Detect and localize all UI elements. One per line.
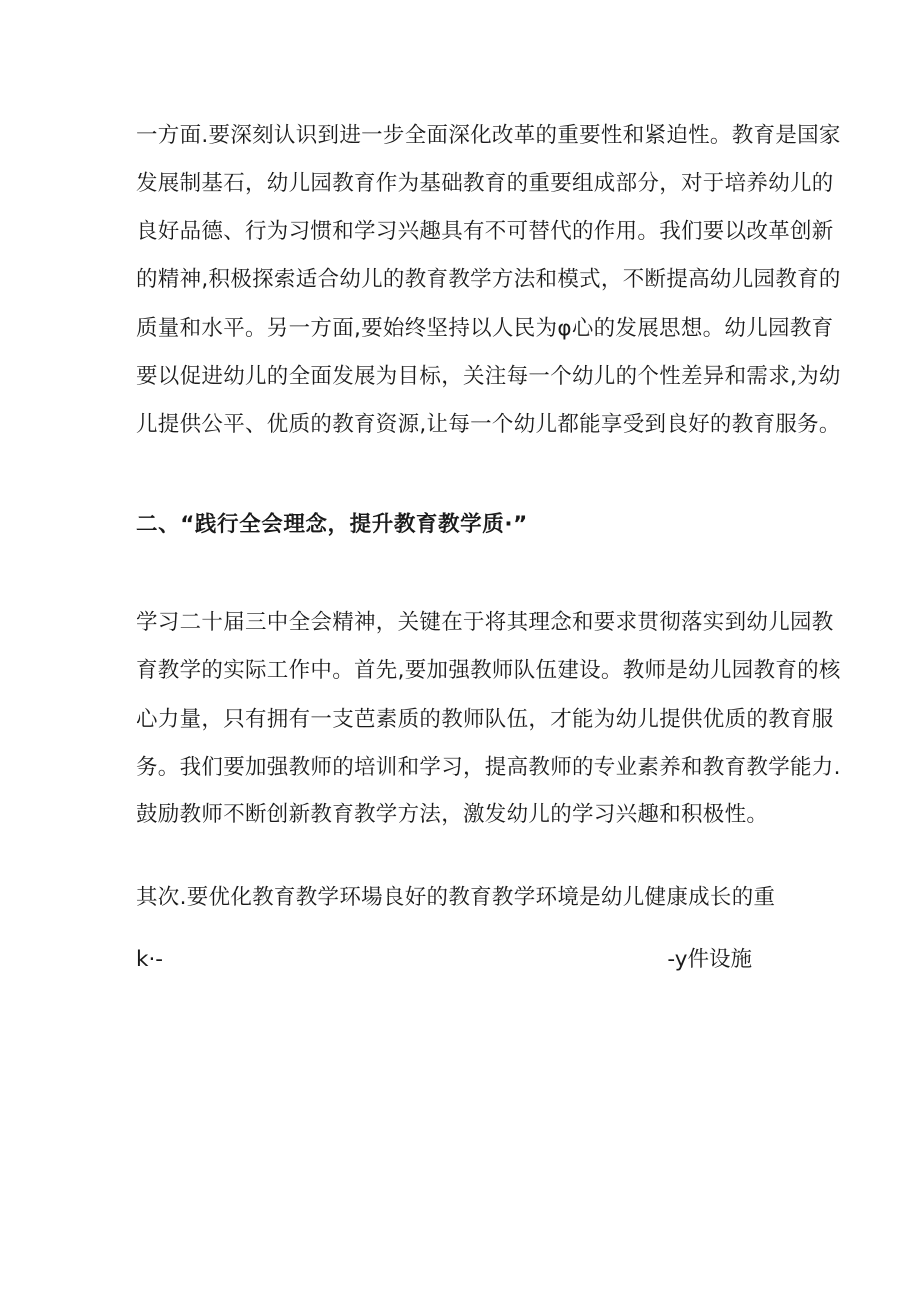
paragraph-1-line-6: 要以促进幼儿的全面发展为目标，关注每一个幼儿的个性差异和需求,为幼	[136, 364, 841, 389]
paragraph-2-line-4: 务。我们要加强教师的培训和学习，提高教师的专业素养和教育教学能力.	[136, 755, 841, 780]
paragraph-3-line-1: 其次.要优化教育教学环場良好的教育教学环境是幼儿健康成长的重	[136, 885, 776, 910]
fragment-left: k·-	[136, 947, 164, 972]
paragraph-1-line-1: 一方面.要深刻认识到进一步全面深化改革的重要性和紧迫性。教育是国家	[136, 123, 841, 148]
paragraph-1-line-4: 的精神,积极探索适合幼儿的教育教学方法和模式，不断提高幼儿园教育的	[136, 267, 841, 292]
paragraph-2-line-3: 心力量，只有拥有一支芭素质的教师队伍，才能为幼儿提供优质的教育服	[136, 707, 834, 732]
paragraph-1-line-2: 发展制基石，幼儿园教育作为基础教育的重要组成部分，对于培养幼儿的	[136, 171, 834, 196]
paragraph-1-line-3: 良好品德、行为习惯和学习兴趣具有不可替代的作用。我们要以改革创新	[136, 219, 834, 244]
paragraph-1-line-5: 质量和水平。另一方面,要始终坚持以人民为φ心的发展思想。幼儿园教育	[136, 316, 834, 341]
paragraph-2-line-5: 鼓励教师不断创新教育教学方法，激发幼儿的学习兴趣和积极性。	[136, 802, 769, 827]
paragraph-1-line-7: 儿提供公平、优质的教育资源,让每一个幼儿都能享受到良好的教育服务。	[136, 412, 841, 437]
section-heading: 二、“践行全会理念，提升教育教学质·”	[136, 512, 528, 537]
fragment-right: -y件设施	[667, 947, 752, 972]
paragraph-2-line-1: 学习二十届三中全会精神，关键在于将其理念和要求贯彻落实到幼儿园教	[136, 610, 834, 635]
paragraph-2-line-2: 育教学的实际工作中。首先,要加强教师队伍建设。教师是幼儿园教育的核	[136, 658, 841, 683]
